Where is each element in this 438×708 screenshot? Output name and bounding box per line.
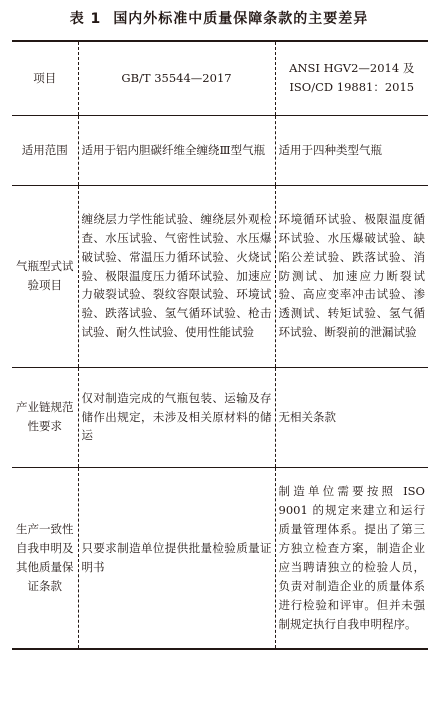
row-scope-gb: 适用于铝内胆碳纤维全缠绕Ⅲ型气瓶: [78, 115, 275, 185]
comparison-table: [12, 40, 428, 650]
header-iso-standard: ANSI HGV2—2014 及 ISO/CD 19881：2015: [275, 41, 428, 115]
row-tests-iso: 环境循环试验、极限温度循环试验、水压爆破试验、缺陷公差试验、跌落试验、消防测试、加速应力断裂试验、高应变率冲击试验、渗透测试、转矩试验、氢气循环试验、断裂前的泄漏试验: [275, 185, 428, 367]
table-row-type-tests: [12, 185, 428, 367]
row-tests-gb: 缠绕层力学性能试验、缠绕层外观检查、水压试验、气密性试验、水压爆破试验、常温压力循环试验、火烧试验、极限温度压力循环试验、加速应力破裂试验、裂纹容限试验、环境试验、跌落试验、氢气循环试验、枪击试验、耐久性试验、使用性能试验: [78, 185, 275, 367]
row-chain-gb: 仅对制造完成的气瓶包装、运输及存储作出规定，未涉及相关原材料的储运: [78, 367, 275, 467]
row-scope-item: 适用范围: [21, 142, 68, 157]
row-self-gb: 只要求制造单位提供批量检验质量证明书: [78, 467, 275, 649]
table-row-supply-chain: [12, 367, 428, 467]
row-self-iso: 制造单位需要按照 ISO 9001 的规定来建立和运行质量管理体系。提出了第三方独立检查方案，制造企业应当聘请独立的检验人员，负责对制造企业的质量体系进行检验和评审。但并未强制规定执行自我申明程序。: [275, 467, 428, 649]
row-chain-iso: 无相关条款: [275, 367, 428, 467]
table-row-scope: [12, 115, 428, 185]
table-row-self-declaration: [12, 467, 428, 649]
table-caption: [0, 8, 438, 28]
table-title: 国内外标准中质量保障条款的主要差异: [113, 11, 369, 27]
row-tests-item: 气瓶型式试验项目: [16, 259, 74, 292]
header-gb-standard: GB/T 35544—2017: [78, 41, 275, 115]
row-self-item: 生产一致性自我申明及其他质量保证条款: [16, 521, 74, 593]
table-number: 表 1: [69, 11, 102, 27]
header-item: 项目: [33, 70, 57, 85]
row-chain-item: 产业链规范性要求: [16, 400, 74, 433]
table-header-row: [12, 41, 428, 115]
row-scope-iso: 适用于四种类型气瓶: [275, 115, 428, 185]
